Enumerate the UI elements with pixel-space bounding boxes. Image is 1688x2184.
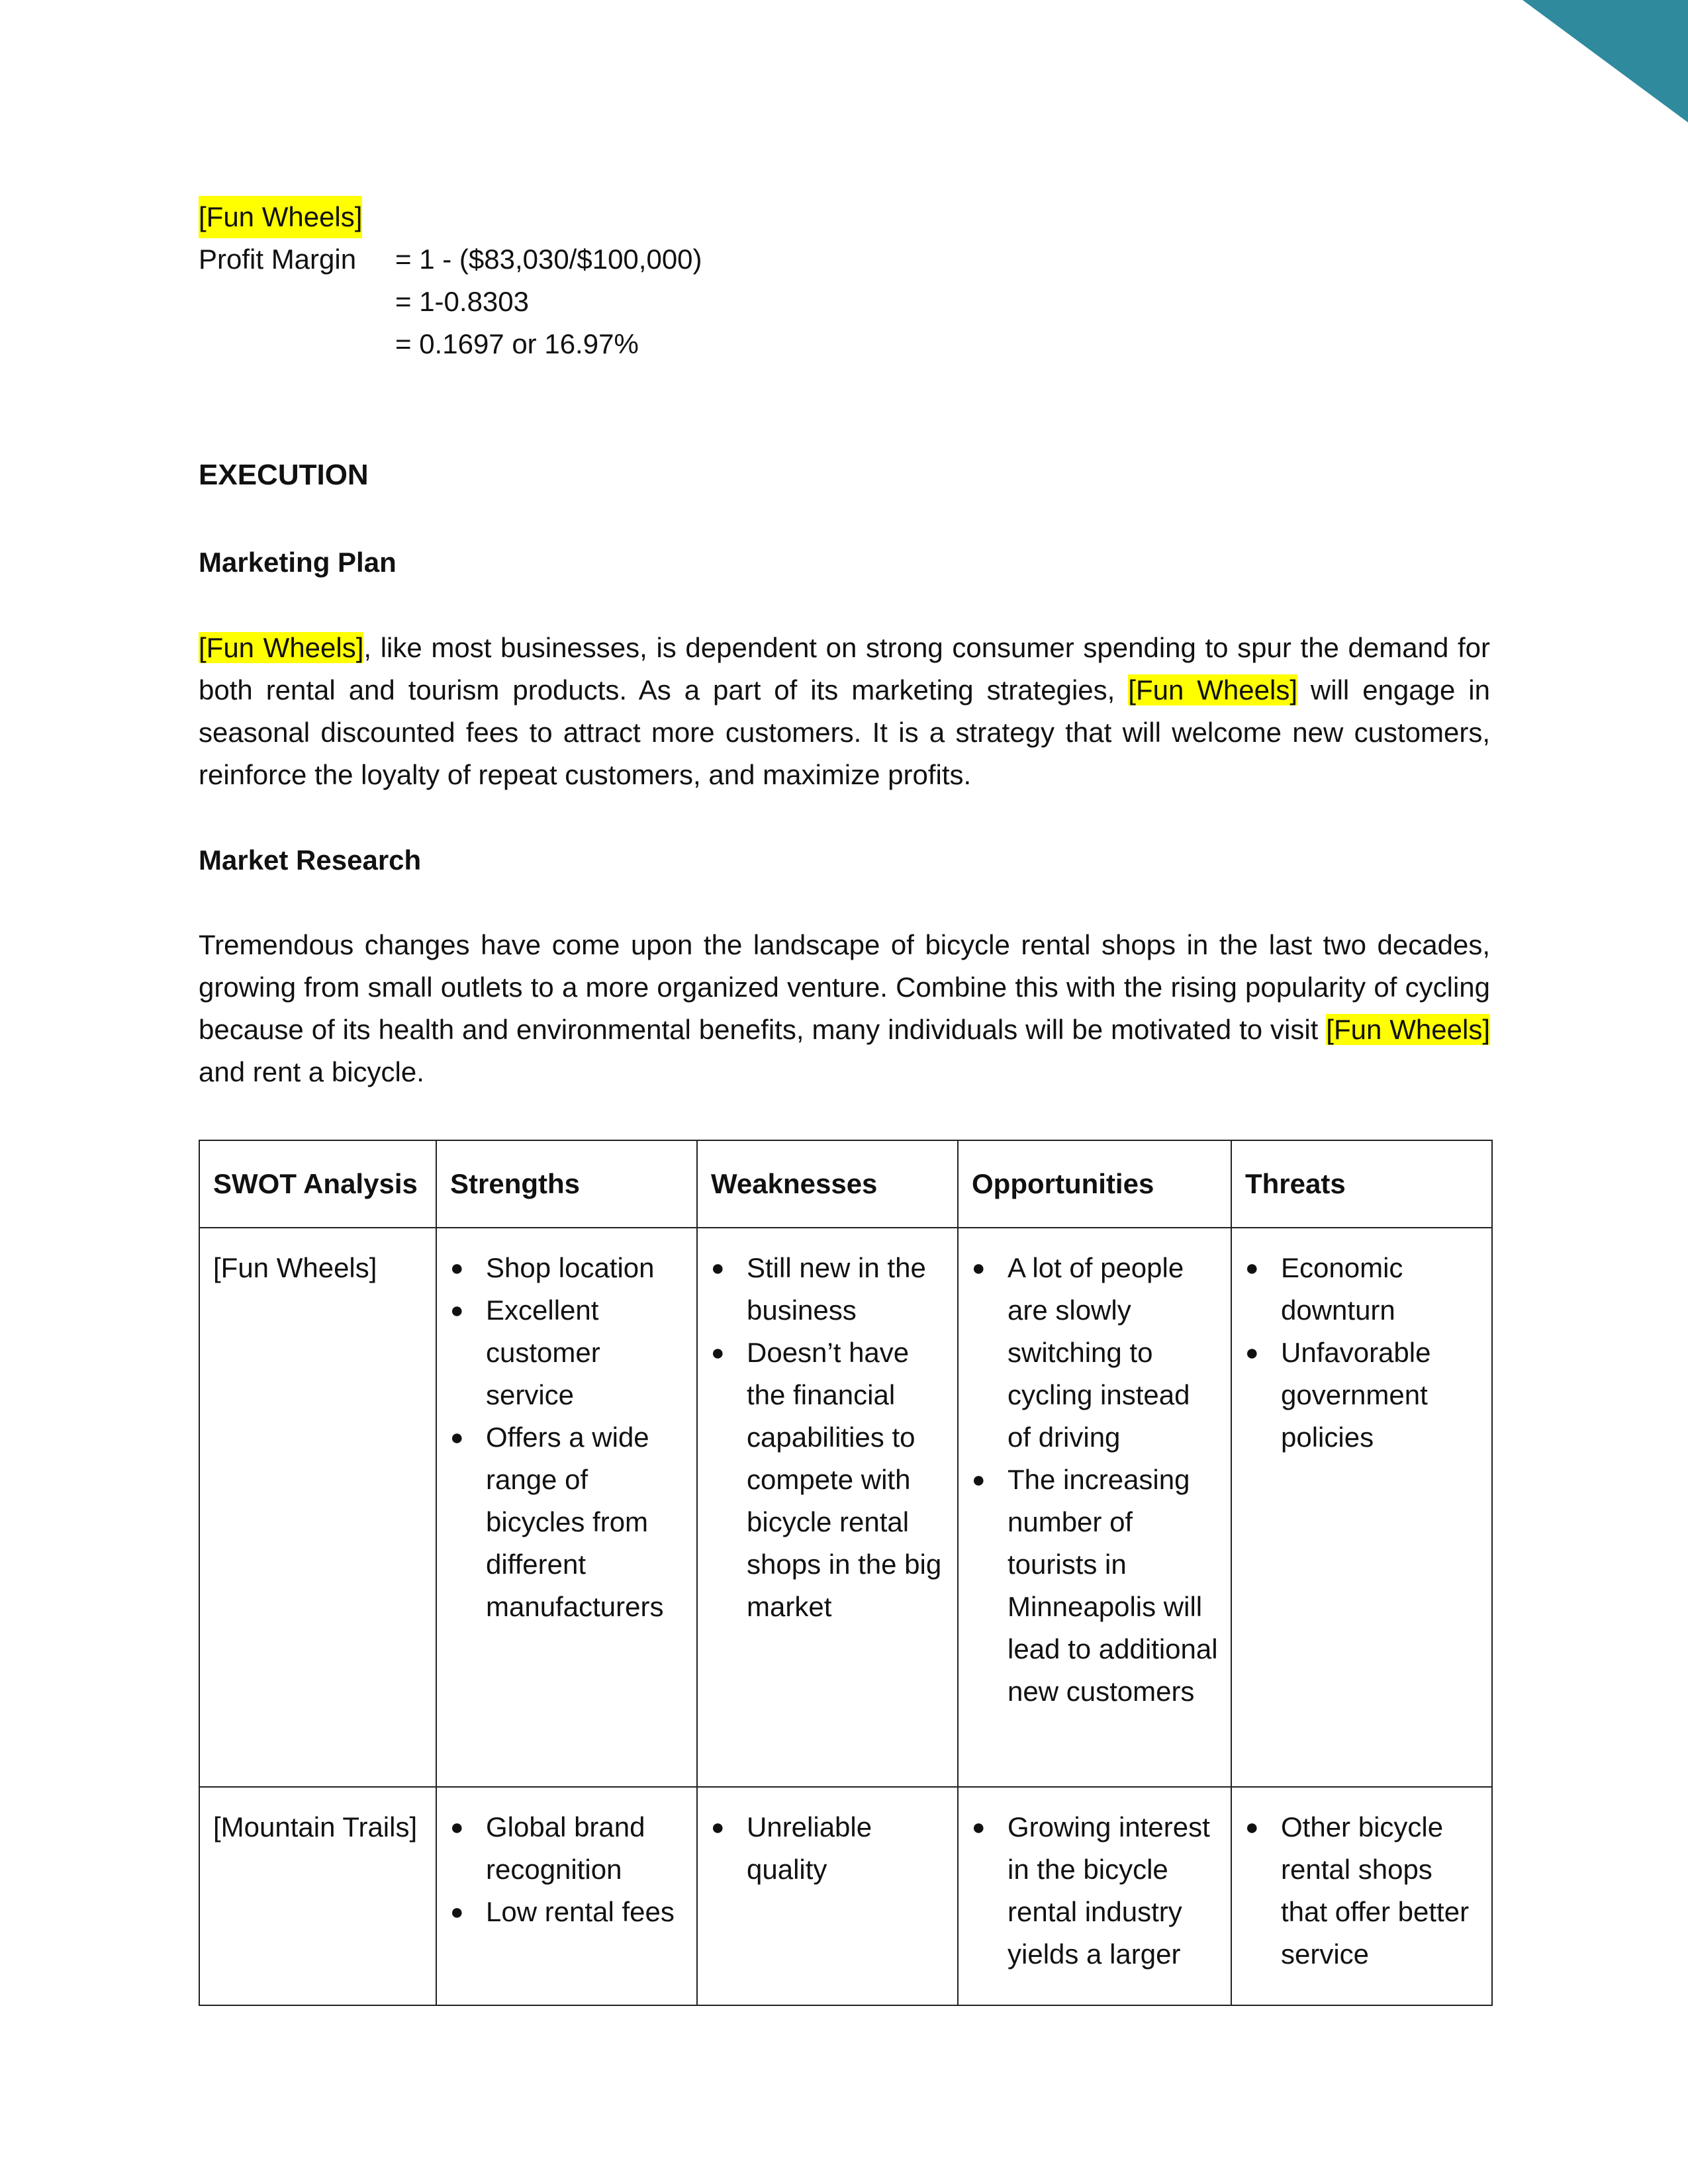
strengths-cell [436,1787,697,2005]
list-item: ● Low rental fees [450,1891,686,1933]
list-item: ● Unreliable quality [711,1806,947,1891]
market-research-heading: Market Research [199,844,422,876]
row-company-name: [Fun Wheels] [199,1228,436,1787]
weaknesses-cell [697,1787,958,2005]
list-item: ● Economic downturn [1245,1247,1481,1332]
paragraph-text: and rent a bicycle. [199,1056,424,1087]
list-item: ● Other bicycle rental shops that offer better service [1245,1806,1481,1976]
profit-margin-label: Profit Margin [199,244,357,275]
header-swot-analysis: SWOT Analysis [199,1140,436,1228]
header-threats: Threats [1231,1140,1492,1228]
paragraph-text: , like most businesses, is dependent on strong consumer spending to spur the demand for both rental and tourism products. As a part of its marketing strategies, [199,632,1490,705]
calc-line: = 1 - ($83,030/$100,000) [395,244,702,275]
list-item: ● The increasing number of tourists in Minneapolis will lead to additional new customers [972,1459,1220,1713]
threats-cell [1231,1228,1492,1787]
weaknesses-cell [697,1228,958,1787]
swot-table [199,1140,1493,2006]
paragraph-text: Tremendous changes have come upon the landscape of bicycle rental shops in the last two decades, growing from small outlets to a more organized venture. Combine this with the rising popularity of cycling because of its health and environmental benefits, many individuals will be motivated to visit [199,929,1490,1045]
company-name-highlight: [Fun Wheels] [199,632,364,663]
profit-margin-calculation [199,196,927,365]
header-weaknesses: Weaknesses [697,1140,958,1228]
corner-decoration [1523,0,1688,122]
threats-cell [1231,1787,1492,2005]
market-research-paragraph [199,924,1490,1093]
list-item: ● Excellent customer service [450,1289,686,1416]
list-item: ● Shop location [450,1247,686,1289]
paragraph-text: will engage in seasonal discounted fees to attract more customers. It is a strategy that will welcome new customers, reinforce the loyalty of repeat customers, and maximize profits. [199,674,1490,790]
list-item: ● Still new in the business [711,1247,947,1332]
opportunities-cell [958,1787,1231,2005]
company-name-highlight: [Fun Wheels] [199,196,362,238]
swot-header-row [199,1140,1492,1228]
marketing-plan-paragraph [199,627,1490,796]
header-opportunities: Opportunities [958,1140,1231,1228]
table-row [199,1787,1492,2005]
strengths-cell [436,1228,697,1787]
table-row [199,1228,1492,1787]
opportunities-cell [958,1228,1231,1787]
list-item: ● Offers a wide range of bicycles from different manufacturers [450,1416,686,1628]
list-item: ● Global brand recognition [450,1806,686,1891]
header-strengths: Strengths [436,1140,697,1228]
list-item: ● A lot of people are slowly switching to cycling instead of driving [972,1247,1220,1459]
marketing-plan-heading: Marketing Plan [199,547,397,578]
company-name-highlight: [Fun Wheels] [1326,1014,1490,1045]
company-name-highlight: [Fun Wheels] [1128,674,1297,705]
execution-heading: EXECUTION [199,459,369,491]
calc-line: = 0.1697 or 16.97% [395,328,639,359]
row-company-name: [Mountain Trails] [199,1787,436,2005]
list-item: ● Unfavorable government policies [1245,1332,1481,1459]
list-item: ● Doesn’t have the financial capabilities to compete with bicycle rental shops in the big market [711,1332,947,1628]
list-item: ● Growing interest in the bicycle rental industry yields a larger [972,1806,1220,1976]
calc-line: = 1-0.8303 [395,286,530,317]
